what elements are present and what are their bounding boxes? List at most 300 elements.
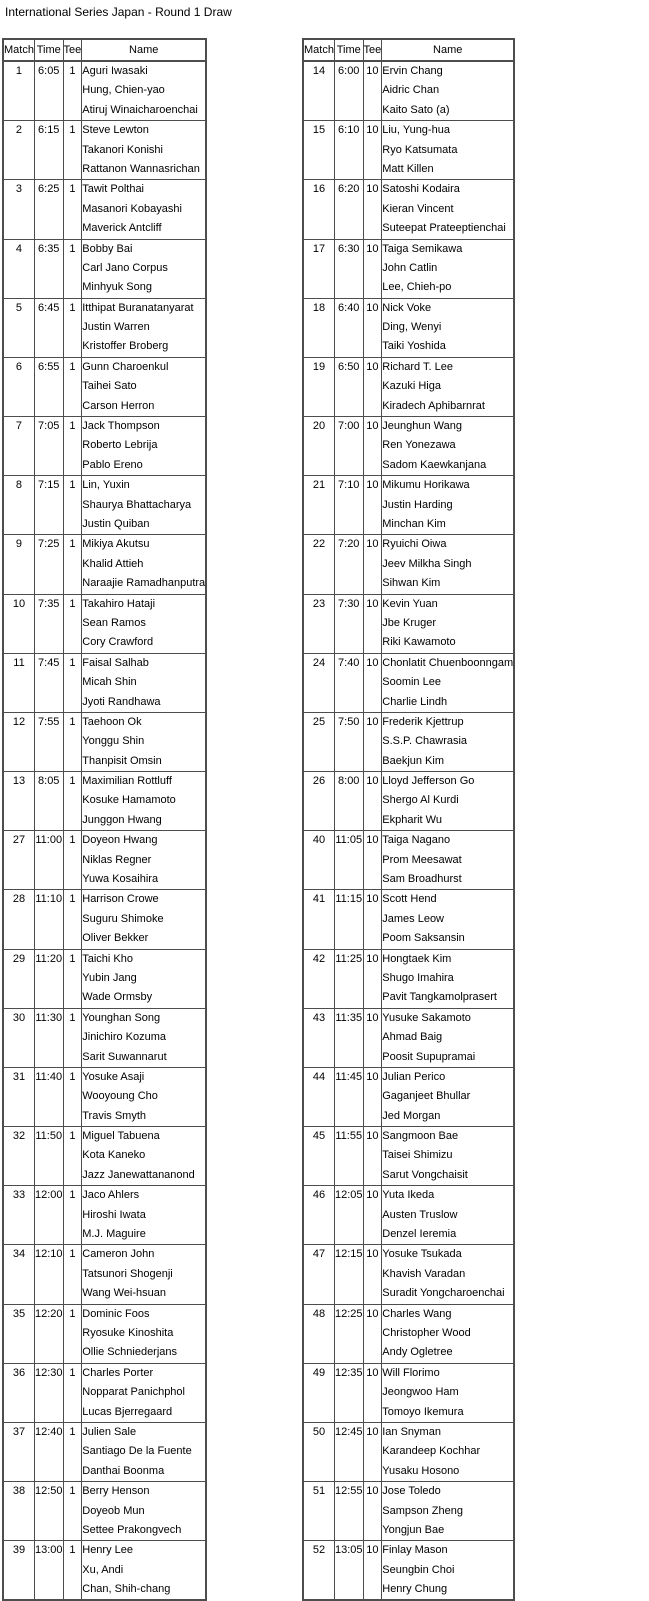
- player-name: Naraajie Ramadhanputra: [82, 577, 206, 590]
- player-name: Kiradech Aphibarnrat: [382, 399, 485, 412]
- player-name: Baekjun Kim: [382, 754, 445, 767]
- cell-time: 6:50: [334, 357, 363, 416]
- player-name: Carl Jano Corpus: [82, 261, 168, 274]
- player-name: Harrison Crowe: [82, 893, 159, 906]
- match-row: [303, 890, 514, 949]
- cell-time: 6:55: [34, 357, 63, 416]
- cell-players: [382, 1127, 514, 1186]
- cell-match: 46: [303, 1186, 334, 1245]
- cell-time: 7:35: [34, 594, 63, 653]
- cell-match: 11: [3, 653, 34, 712]
- cell-time: 11:05: [334, 831, 363, 890]
- player-name: Charles Porter: [82, 1366, 154, 1379]
- cell-tee: 10: [363, 1422, 382, 1481]
- player-name: Jack Thompson: [82, 420, 160, 433]
- cell-time: 12:25: [334, 1304, 363, 1363]
- player-name: Taiga Semikawa: [382, 242, 463, 255]
- cell-players: [82, 831, 206, 890]
- player-name: Ryo Katsumata: [382, 143, 458, 156]
- cell-players: [382, 1422, 514, 1481]
- match-row: [3, 653, 206, 712]
- player-name: Wooyoung Cho: [82, 1090, 158, 1103]
- player-name: Danthai Boonma: [82, 1464, 165, 1477]
- player-name: Suteepat Prateeptienchai: [382, 222, 506, 235]
- cell-match: 2: [3, 121, 34, 180]
- cell-time: 6:35: [34, 239, 63, 298]
- cell-players: [382, 653, 514, 712]
- cell-players: [382, 535, 514, 594]
- cell-match: 41: [303, 890, 334, 949]
- cell-match: 21: [303, 476, 334, 535]
- player-name: Carson Herron: [82, 399, 155, 412]
- cell-match: 45: [303, 1127, 334, 1186]
- cell-match: 18: [303, 298, 334, 357]
- cell-time: 6:30: [334, 239, 363, 298]
- cell-tee: 1: [63, 1186, 82, 1245]
- player-name: Thanpisit Omsin: [82, 754, 162, 767]
- cell-tee: 1: [63, 121, 82, 180]
- match-row: [303, 1541, 514, 1601]
- cell-players: [82, 1482, 206, 1541]
- player-name: Doyeon Hwang: [82, 834, 158, 847]
- column-header-match: Match: [3, 39, 34, 61]
- player-name: Aguri Iwasaki: [82, 65, 148, 77]
- player-name: Ren Yonezawa: [382, 439, 456, 452]
- match-row: [303, 831, 514, 890]
- cell-tee: 10: [363, 239, 382, 298]
- cell-players: [382, 594, 514, 653]
- player-name: Yosuke Asaji: [82, 1070, 145, 1083]
- cell-players: [382, 1482, 514, 1541]
- player-name: Bobby Bai: [82, 242, 133, 255]
- cell-tee: 10: [363, 1127, 382, 1186]
- cell-time: 12:05: [334, 1186, 363, 1245]
- player-name: Yonggu Shin: [82, 735, 145, 748]
- player-name: Yubin Jang: [82, 971, 137, 984]
- player-name: Ollie Schniederjans: [82, 1346, 178, 1359]
- cell-match: 31: [3, 1067, 34, 1126]
- player-name: Miguel Tabuena: [82, 1130, 160, 1143]
- player-name: Seungbin Choi: [382, 1563, 455, 1576]
- player-name: Pavit Tangkamolprasert: [382, 991, 497, 1004]
- match-row: [303, 298, 514, 357]
- player-name: Junggon Hwang: [82, 813, 162, 826]
- cell-time: 6:45: [34, 298, 63, 357]
- cell-time: 7:25: [34, 535, 63, 594]
- player-name: Scott Hend: [382, 893, 437, 906]
- cell-time: 12:10: [34, 1245, 63, 1304]
- player-name: Taehoon Ok: [82, 715, 142, 728]
- cell-players: [82, 61, 206, 121]
- cell-players: [382, 61, 514, 121]
- cell-players: [82, 1008, 206, 1067]
- cell-players: [82, 772, 206, 831]
- cell-match: 39: [3, 1541, 34, 1601]
- player-name: Sihwan Kim: [382, 577, 441, 590]
- cell-tee: 10: [363, 594, 382, 653]
- cell-match: 9: [3, 535, 34, 594]
- cell-players: [82, 535, 206, 594]
- player-name: Lloyd Jefferson Go: [382, 775, 475, 788]
- player-name: Henry Lee: [82, 1544, 134, 1557]
- cell-time: 7:15: [34, 476, 63, 535]
- player-name: Sam Broadhurst: [382, 873, 462, 886]
- cell-tee: 1: [63, 949, 82, 1008]
- cell-tee: 10: [363, 1304, 382, 1363]
- column-header-time: Time: [34, 39, 63, 61]
- player-name: Lin, Yuxin: [82, 479, 130, 492]
- player-name: Poom Saksansin: [382, 932, 465, 945]
- cell-players: [382, 949, 514, 1008]
- match-row: [3, 357, 206, 416]
- table-header-row: [3, 39, 206, 61]
- player-name: Tatsunori Shogenji: [82, 1267, 173, 1280]
- match-row: [3, 417, 206, 476]
- cell-tee: 1: [63, 239, 82, 298]
- cell-time: 12:50: [34, 1482, 63, 1541]
- match-row: [303, 1067, 514, 1126]
- column-header-tee: Tee: [363, 39, 382, 61]
- match-row: [303, 712, 514, 771]
- cell-tee: 1: [63, 1482, 82, 1541]
- player-name: Hiroshi Iwata: [82, 1208, 146, 1221]
- cell-match: 24: [303, 653, 334, 712]
- player-name: Shergo Al Kurdi: [382, 794, 459, 807]
- player-name: Dominic Foos: [82, 1307, 150, 1320]
- player-name: Ekpharit Wu: [382, 813, 442, 826]
- draw-table-tee-1: [2, 38, 207, 1601]
- cell-time: 7:30: [334, 594, 363, 653]
- cell-match: 40: [303, 831, 334, 890]
- cell-tee: 10: [363, 1363, 382, 1422]
- player-name: Liu, Yung-hua: [382, 124, 450, 137]
- cell-players: [82, 712, 206, 771]
- player-name: Minchan Kim: [382, 517, 446, 530]
- cell-players: [82, 239, 206, 298]
- player-name: Lucas Bjerregaard: [82, 1405, 173, 1418]
- player-name: Pablo Ereno: [82, 458, 143, 471]
- cell-time: 13:05: [334, 1541, 363, 1601]
- match-row: [3, 1422, 206, 1481]
- player-name: Jed Morgan: [382, 1109, 441, 1122]
- match-row: [3, 1482, 206, 1541]
- player-name: Taiga Nagano: [382, 834, 451, 847]
- cell-players: [382, 890, 514, 949]
- cell-time: 12:45: [334, 1422, 363, 1481]
- cell-tee: 1: [63, 1541, 82, 1601]
- cell-match: 33: [3, 1186, 34, 1245]
- page-title: International Series Japan - Round 1 Draw: [5, 5, 232, 19]
- player-name: Masanori Kobayashi: [82, 202, 182, 215]
- cell-players: [382, 180, 514, 239]
- cell-time: 11:00: [34, 831, 63, 890]
- player-name: Sangmoon Bae: [382, 1130, 459, 1143]
- cell-players: [382, 476, 514, 535]
- cell-match: 26: [303, 772, 334, 831]
- player-name: Satoshi Kodaira: [382, 183, 460, 196]
- cell-tee: 10: [363, 653, 382, 712]
- player-name: Chan, Shih-chang: [82, 1583, 171, 1596]
- cell-tee: 10: [363, 1482, 382, 1541]
- cell-time: 6:05: [34, 61, 63, 121]
- cell-time: 7:50: [334, 712, 363, 771]
- cell-match: 22: [303, 535, 334, 594]
- player-name: Itthipat Buranatanyarat: [82, 301, 194, 314]
- cell-match: 27: [3, 831, 34, 890]
- match-row: [3, 535, 206, 594]
- cell-time: 6:00: [334, 61, 363, 121]
- cell-match: 51: [303, 1482, 334, 1541]
- player-name: Nick Voke: [382, 301, 432, 314]
- match-row: [3, 61, 206, 121]
- player-name: Hung, Chien-yao: [82, 84, 165, 97]
- cell-tee: 10: [363, 476, 382, 535]
- cell-players: [82, 476, 206, 535]
- cell-tee: 1: [63, 1127, 82, 1186]
- match-row: [303, 535, 514, 594]
- cell-match: 4: [3, 239, 34, 298]
- cell-time: 11:45: [334, 1067, 363, 1126]
- player-name: Gunn Charoenkul: [82, 360, 169, 373]
- match-row: [303, 1304, 514, 1363]
- cell-players: [82, 417, 206, 476]
- player-name: Kristoffer Broberg: [82, 340, 169, 353]
- cell-tee: 10: [363, 831, 382, 890]
- match-row: [303, 1008, 514, 1067]
- cell-tee: 10: [363, 121, 382, 180]
- cell-time: 7:40: [334, 653, 363, 712]
- match-row: [3, 1304, 206, 1363]
- cell-players: [382, 1186, 514, 1245]
- player-name: Sampson Zheng: [382, 1504, 463, 1517]
- match-row: [3, 890, 206, 949]
- player-name: Kevin Yuan: [382, 597, 438, 610]
- player-name: Jinichiro Kozuma: [82, 1031, 167, 1044]
- player-name: Settee Prakongvech: [82, 1523, 182, 1536]
- cell-time: 7:10: [334, 476, 363, 535]
- cell-players: [82, 890, 206, 949]
- column-header-match: Match: [303, 39, 334, 61]
- match-row: [3, 712, 206, 771]
- cell-tee: 1: [63, 61, 82, 121]
- cell-match: 47: [303, 1245, 334, 1304]
- player-name: Finlay Mason: [382, 1544, 448, 1557]
- match-row: [3, 1363, 206, 1422]
- cell-players: [382, 121, 514, 180]
- column-header-name: Name: [382, 39, 514, 61]
- cell-tee: 1: [63, 298, 82, 357]
- cell-players: [82, 1186, 206, 1245]
- cell-players: [382, 1008, 514, 1067]
- player-name: Will Florimo: [382, 1366, 440, 1379]
- match-row: [3, 594, 206, 653]
- cell-tee: 1: [63, 1067, 82, 1126]
- player-name: Berry Henson: [82, 1485, 150, 1498]
- cell-players: [82, 949, 206, 1008]
- cell-match: 19: [303, 357, 334, 416]
- match-row: [303, 594, 514, 653]
- cell-time: 8:00: [334, 772, 363, 831]
- player-name: Jose Toledo: [382, 1485, 441, 1498]
- cell-match: 49: [303, 1363, 334, 1422]
- match-row: [3, 1008, 206, 1067]
- player-name: Denzel Ieremia: [382, 1228, 457, 1241]
- cell-time: 11:35: [334, 1008, 363, 1067]
- cell-match: 17: [303, 239, 334, 298]
- cell-players: [382, 1067, 514, 1126]
- cell-time: 7:55: [34, 712, 63, 771]
- cell-tee: 10: [363, 1541, 382, 1601]
- player-name: Roberto Lebrija: [82, 439, 158, 452]
- player-name: Tomoyo Ikemura: [382, 1405, 464, 1418]
- match-row: [303, 121, 514, 180]
- cell-tee: 1: [63, 831, 82, 890]
- cell-tee: 1: [63, 535, 82, 594]
- player-name: Justin Harding: [382, 498, 453, 511]
- player-name: Yusaku Hosono: [382, 1464, 460, 1477]
- match-row: [3, 1067, 206, 1126]
- player-name: Santiago De la Fuente: [82, 1445, 192, 1458]
- cell-time: 12:40: [34, 1422, 63, 1481]
- player-name: Aidric Chan: [382, 84, 440, 97]
- match-row: [303, 653, 514, 712]
- cell-time: 12:30: [34, 1363, 63, 1422]
- player-name: Atiruj Winaicharoenchai: [82, 103, 198, 116]
- player-name: Sarit Suwannarut: [82, 1050, 167, 1063]
- cell-match: 28: [3, 890, 34, 949]
- cell-tee: 1: [63, 476, 82, 535]
- player-name: Steve Lewton: [82, 124, 149, 137]
- player-name: Julien Sale: [82, 1425, 137, 1438]
- cell-tee: 10: [363, 180, 382, 239]
- player-name: Jbe Kruger: [382, 616, 437, 629]
- cell-tee: 1: [63, 1008, 82, 1067]
- player-name: Hongtaek Kim: [382, 952, 452, 965]
- player-name: Micah Shin: [82, 676, 137, 689]
- match-row: [3, 121, 206, 180]
- player-name: Yongjun Bae: [382, 1523, 445, 1536]
- cell-tee: 10: [363, 1008, 382, 1067]
- cell-time: 12:35: [334, 1363, 363, 1422]
- match-row: [303, 180, 514, 239]
- match-row: [303, 1245, 514, 1304]
- player-name: Taisei Shimizu: [382, 1149, 453, 1162]
- cell-tee: 1: [63, 357, 82, 416]
- player-name: Jeev Milkha Singh: [382, 557, 472, 570]
- match-row: [303, 772, 514, 831]
- player-name: Ryosuke Kinoshita: [82, 1327, 174, 1339]
- player-name: Charlie Lindh: [382, 695, 448, 708]
- cell-players: [382, 239, 514, 298]
- player-name: Xu, Andi: [82, 1563, 124, 1576]
- player-name: Mikumu Horikawa: [382, 479, 470, 492]
- player-name: Nopparat Panichphol: [82, 1386, 185, 1399]
- player-name: Taiki Yoshida: [382, 340, 446, 353]
- player-name: Yosuke Tsukada: [382, 1248, 462, 1261]
- player-name: Jaco Ahlers: [82, 1189, 140, 1202]
- player-name: Khalid Attieh: [82, 557, 144, 570]
- cell-players: [382, 417, 514, 476]
- cell-players: [382, 1541, 514, 1601]
- match-row: [303, 239, 514, 298]
- player-name: Matt Killen: [382, 162, 434, 175]
- player-name: Tawit Polthai: [82, 183, 145, 196]
- player-name: Jeunghun Wang: [382, 420, 462, 433]
- cell-tee: 1: [63, 890, 82, 949]
- player-name: Niklas Regner: [82, 853, 152, 866]
- player-name: Wang Wei-hsuan: [82, 1287, 167, 1300]
- cell-time: 12:55: [334, 1482, 363, 1541]
- cell-match: 37: [3, 1422, 34, 1481]
- cell-players: [82, 1127, 206, 1186]
- match-row: [3, 831, 206, 890]
- cell-match: 48: [303, 1304, 334, 1363]
- cell-match: 42: [303, 949, 334, 1008]
- player-name: Suguru Shimoke: [82, 912, 164, 925]
- match-row: [303, 1422, 514, 1481]
- player-name: Prom Meesawat: [382, 853, 462, 866]
- cell-time: 11:40: [34, 1067, 63, 1126]
- player-name: Travis Smyth: [82, 1109, 147, 1122]
- cell-tee: 1: [63, 1363, 82, 1422]
- cell-match: 1: [3, 61, 34, 121]
- player-name: Christopher Wood: [382, 1327, 471, 1339]
- cell-time: 6:20: [334, 180, 363, 239]
- match-row: [303, 417, 514, 476]
- cell-time: 7:20: [334, 535, 363, 594]
- player-name: S.S.P. Chawrasia: [382, 735, 468, 748]
- cell-players: [82, 1304, 206, 1363]
- player-name: Khavish Varadan: [382, 1267, 466, 1280]
- player-name: Mikiya Akutsu: [82, 538, 150, 551]
- player-name: Wade Ormsby: [82, 991, 153, 1004]
- player-name: Ahmad Baig: [382, 1031, 443, 1044]
- cell-tee: 1: [63, 180, 82, 239]
- cell-time: 7:05: [34, 417, 63, 476]
- player-name: Jeongwoo Ham: [382, 1386, 459, 1399]
- cell-time: 12:15: [334, 1245, 363, 1304]
- player-name: Shaurya Bhattacharya: [82, 498, 192, 511]
- cell-time: 12:20: [34, 1304, 63, 1363]
- match-row: [3, 949, 206, 1008]
- cell-tee: 1: [63, 653, 82, 712]
- player-name: Sarut Vongchaisit: [382, 1168, 468, 1181]
- player-name: Chonlatit Chuenboonngam: [382, 656, 514, 669]
- match-row: [3, 1127, 206, 1186]
- cell-time: 6:25: [34, 180, 63, 239]
- player-name: Charles Wang: [382, 1307, 452, 1320]
- match-row: [3, 239, 206, 298]
- cell-match: 14: [303, 61, 334, 121]
- player-name: Cameron John: [82, 1248, 155, 1261]
- match-row: [3, 180, 206, 239]
- player-name: Rattanon Wannasrichan: [82, 162, 200, 175]
- cell-tee: 10: [363, 1245, 382, 1304]
- player-name: Maverick Antcliff: [82, 222, 162, 235]
- player-name: Gaganjeet Bhullar: [382, 1090, 471, 1103]
- cell-players: [82, 1067, 206, 1126]
- cell-tee: 10: [363, 1067, 382, 1126]
- match-row: [303, 61, 514, 121]
- cell-players: [382, 1245, 514, 1304]
- column-header-name: Name: [82, 39, 206, 61]
- cell-match: 30: [3, 1008, 34, 1067]
- cell-players: [382, 712, 514, 771]
- cell-players: [382, 357, 514, 416]
- match-row: [3, 1541, 206, 1601]
- cell-tee: 1: [63, 417, 82, 476]
- player-name: Takanori Konishi: [82, 143, 163, 156]
